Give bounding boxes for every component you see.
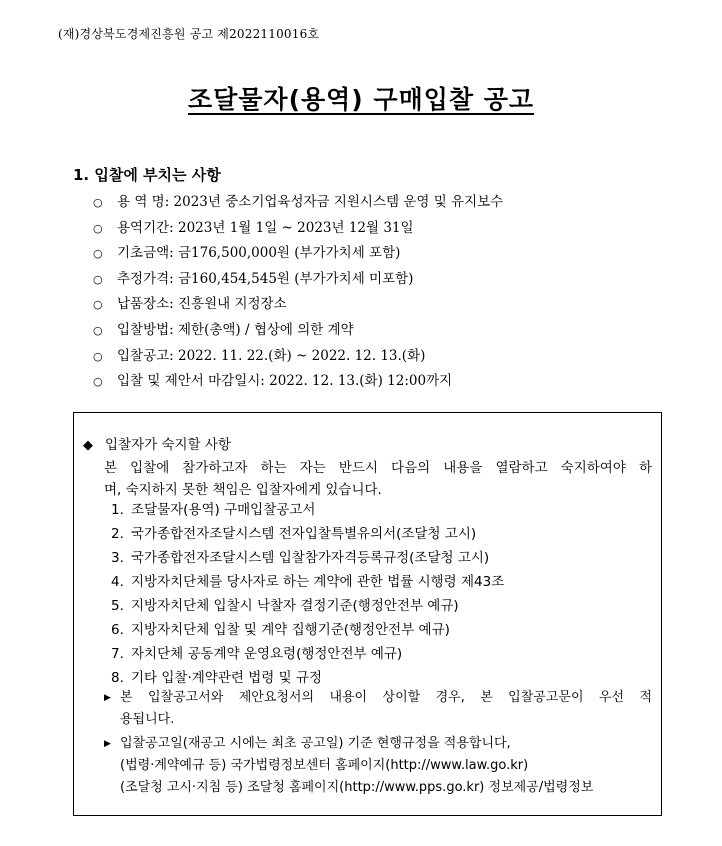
notice-box-heading-text: 입찰자가 숙지할 사항	[105, 437, 231, 453]
precedence-note-line: 용됩니다.	[120, 712, 175, 727]
triangle-bullet-icon: ▶	[104, 693, 111, 703]
list-item	[111, 594, 504, 618]
circle-bullet-icon: ○	[93, 298, 103, 312]
reference-number: 7.	[111, 646, 124, 662]
item-text: 용 역 명: 2023년 중소기업육성자금 지원시스템 운영 및 유지보수	[117, 194, 504, 210]
notice-box-heading	[83, 433, 231, 453]
list-item	[111, 522, 504, 546]
reference-number: 4.	[111, 574, 124, 590]
precedence-note-text: 본 입찰공고서와 제안요청서의 내용이 상이할 경우, 본 입찰공고문이 우선 적	[120, 690, 652, 705]
reference-text: 지방자치단체를 당사자로 하는 계약에 관한 법률 시행령 제43조	[131, 574, 505, 590]
list-item	[111, 498, 504, 522]
reference-text: 조달물자(용역) 구매입찰공고서	[131, 502, 316, 518]
precedence-note-line	[104, 687, 652, 709]
list-item	[111, 618, 504, 642]
circle-bullet-icon: ○	[93, 349, 103, 363]
item-text: 기초금액: 금176,500,000원 (부가가치세 포함)	[117, 245, 401, 262]
bid-items-list	[93, 192, 503, 397]
section-heading: 1. 입찰에 부치는 사항	[73, 166, 221, 184]
circle-bullet-icon: ○	[93, 323, 103, 337]
circle-bullet-icon: ○	[93, 196, 103, 209]
triangle-bullet-icon: ▶	[104, 739, 111, 749]
item-text: 용역기간: 2023년 1월 1일 ~ 2023년 12월 31일	[117, 219, 414, 236]
reference-text: 지방자치단체 입찰시 낙찰자 결정기준(행정안전부 예규)	[131, 598, 459, 614]
list-item	[93, 218, 503, 244]
list-item	[111, 546, 504, 570]
reference-number: 3.	[111, 550, 124, 566]
precedence-note	[104, 687, 652, 731]
list-item	[111, 570, 504, 594]
list-item	[93, 320, 503, 346]
circle-bullet-icon: ○	[93, 221, 103, 235]
list-item	[93, 192, 503, 218]
item-text: 입찰 및 제안서 마감일시: 2022. 12. 13.(화) 12:00까지	[117, 373, 453, 390]
notice-number: (재)경상북도경제진흥원 공고 제2022110016호	[58, 27, 320, 41]
regulation-note	[104, 733, 652, 799]
reference-text: 국가종합전자조달시스템 전자입찰특별유의서(조달청 고시)	[131, 526, 477, 542]
circle-bullet-icon: ○	[93, 272, 103, 286]
list-item	[93, 269, 503, 295]
pps-link-line: (조달청 고시·지침 등) 조달청 홈페이지(http://www.pps.go.kr) 정보제공/법령정보	[120, 780, 594, 795]
reference-text: 기타 입찰·계약관련 법령 및 규정	[131, 670, 322, 686]
page-title	[0, 80, 722, 116]
page-title-text: 조달물자(용역) 구매입찰 공고	[187, 85, 535, 114]
item-text: 추정가격: 금160,454,545원 (부가가치세 미포함)	[117, 270, 414, 287]
reference-number: 2.	[111, 526, 124, 542]
diamond-bullet-icon: ◆	[83, 438, 93, 453]
reference-text: 자치단체 공동계약 운영요령(행정안전부 예규)	[131, 646, 403, 662]
notice-intro-line: 본 입찰에 참가하고자 하는 자는 반드시 다음의 내용을 열람하고 숙지하여야 하	[104, 460, 652, 476]
reference-number: 1.	[111, 502, 124, 518]
circle-bullet-icon: ○	[93, 247, 103, 261]
notice-intro	[104, 457, 652, 501]
item-text: 납품장소: 진흥원내 지정장소	[117, 296, 287, 313]
regulation-note-text: 입찰공고일(재공고 시에는 최초 공고일) 기준 현행규정을 적용합니다,	[120, 736, 511, 751]
reference-list	[111, 498, 504, 690]
reference-text: 지방자치단체 입찰 및 계약 집행기준(행정안전부 예규)	[131, 622, 450, 638]
list-item	[111, 642, 504, 666]
notice-intro-line: 며, 숙지하지 못한 책임은 입찰자에게 있습니다.	[104, 482, 382, 498]
list-item	[93, 371, 503, 397]
reference-text: 국가종합전자조달시스템 입찰참가자격등록규정(조달청 고시)	[131, 550, 490, 566]
list-item	[93, 243, 503, 269]
list-item	[93, 294, 503, 320]
notice-box	[73, 412, 662, 816]
circle-bullet-icon: ○	[93, 375, 103, 389]
reference-number: 6.	[111, 622, 124, 638]
reference-number: 5.	[111, 598, 124, 614]
reference-number: 8.	[111, 670, 124, 686]
list-item	[93, 346, 503, 372]
item-text: 입찰공고: 2022. 11. 22.(화) ~ 2022. 12. 13.(화)	[117, 347, 426, 364]
item-text: 입찰방법: 제한(총액) / 협상에 의한 계약	[117, 321, 354, 338]
law-link-line: (법령·계약예규 등) 국가법령정보센터 홈페이지(http://www.law.go.kr)	[120, 758, 529, 773]
regulation-note-line	[104, 736, 511, 751]
